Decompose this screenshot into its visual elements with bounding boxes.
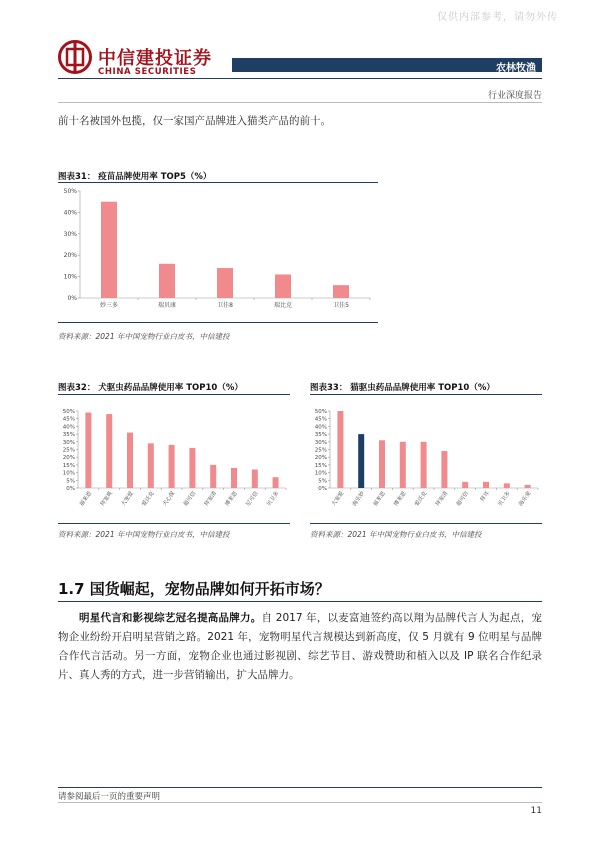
y-tick-label: 40% (63, 209, 77, 217)
company-name-en: CHINA SECURITIES (98, 67, 197, 77)
bar (504, 483, 510, 488)
report-type-divider (58, 102, 542, 103)
section-body-text: 自 2017 年，以麦富迪签约高以翔为品牌代言人为起点，宠物企业纷纷开启明星营销之路。2021 年，宠物明星代言规模达到新高度，仅 5 月就有 9 位明星与品牌合作代言活动。另一方面，宠物企业也通过影视剧、综艺节目、游戏赞助和植入以及 IP 联名合作纪录片、真人秀的方式，进一步营销输出，扩大品牌力。 (58, 612, 542, 681)
section-lead: 明星代言和影视综艺冠名提高品牌力。 (79, 612, 262, 624)
x-tick-label: 犬心保 (162, 490, 177, 508)
y-tick-label: 0% (318, 486, 327, 492)
bar (358, 434, 364, 488)
bar (106, 414, 112, 488)
bar (210, 465, 216, 488)
bar (275, 274, 291, 298)
bar (169, 445, 175, 488)
x-tick-label: 贝卫多 (266, 490, 281, 508)
bar (159, 264, 175, 298)
x-tick-label: 尼可信 (245, 490, 260, 508)
x-tick-label: 超可信 (182, 490, 198, 508)
x-tick-label: 福来恩 (78, 490, 94, 508)
section-divider (58, 601, 542, 602)
y-tick-label: 15% (314, 462, 327, 469)
y-tick-label: 35% (314, 432, 327, 439)
bar (379, 440, 385, 488)
x-tick-label: 拜耳 (479, 490, 491, 504)
y-tick-label: 35% (62, 432, 75, 439)
x-tick-label: 瑞贝康 (157, 302, 177, 309)
bar (273, 477, 279, 488)
figure-32-bottom-rule (58, 523, 290, 524)
y-tick-label: 10% (62, 470, 75, 477)
bar (483, 482, 489, 488)
intro-paragraph: 前十名被国外包揽，仅一家国产品牌进入猫类产品的前十。 (58, 115, 331, 127)
y-tick-label: 10% (63, 273, 77, 281)
bar (85, 413, 91, 488)
y-tick-label: 20% (62, 455, 75, 462)
y-tick-label: 45% (62, 416, 75, 423)
footer-disclaimer: 请参阅最后一页的重要声明 (58, 792, 161, 802)
cat-deworming-chart (310, 404, 542, 520)
sector-banner (232, 58, 542, 72)
dog-deworming-chart (58, 404, 290, 520)
bar (101, 202, 117, 298)
figure-31-bottom-rule (58, 322, 378, 323)
company-name-cn: 中信建投证券 (98, 48, 212, 69)
x-tick-label: 拜宠爽 (99, 490, 115, 508)
watermark: 仅供内部参考，请勿外传 (437, 12, 558, 23)
y-tick-label: 0% (66, 486, 75, 492)
x-tick-label: 大宠爱 (120, 490, 135, 508)
bar (148, 443, 154, 488)
section-body (58, 609, 542, 685)
y-tick-label: 50% (63, 188, 77, 195)
header-divider (58, 78, 542, 79)
y-tick-label: 20% (63, 252, 77, 260)
figure-33-bottom-rule (310, 523, 542, 524)
y-tick-label: 40% (314, 424, 327, 431)
report-type: 行业深度报告 (487, 91, 542, 101)
y-tick-label: 15% (62, 462, 75, 469)
bar (462, 482, 468, 488)
x-tick-label: 瑞比克 (273, 302, 293, 309)
y-tick-label: 30% (314, 439, 327, 446)
y-tick-label: 0% (67, 295, 77, 302)
x-tick-label: 爱沃克 (141, 490, 156, 508)
figure-33-source: 资料来源：2021 年中国宠物行业白皮书，中信建投 (310, 530, 482, 539)
y-tick-label: 5% (318, 478, 327, 485)
section-title: 1.7 国货崛起，宠物品牌如何开拓市场？ (58, 580, 330, 598)
x-tick-label: 超可信 (455, 490, 471, 508)
bar (127, 433, 133, 488)
figure-33-rule (310, 394, 542, 395)
figure-31-source: 资料来源：2021 年中国宠物行业白皮书，中信建投 (58, 332, 230, 341)
bar (252, 470, 258, 488)
x-tick-label: 贝卫多 (497, 490, 512, 508)
bar (400, 442, 406, 488)
x-tick-label: 妙三多 (99, 302, 119, 309)
company-logo-icon (58, 40, 92, 74)
y-tick-label: 30% (62, 439, 75, 446)
y-tick-label: 20% (314, 455, 327, 462)
y-tick-label: 25% (62, 447, 75, 454)
footer-divider-2 (58, 802, 542, 803)
y-tick-label: 5% (66, 478, 75, 485)
y-tick-label: 45% (314, 416, 327, 423)
figure-31-rule (58, 182, 378, 183)
x-tick-label: 拜宠清 (434, 490, 450, 508)
y-tick-label: 40% (62, 424, 75, 431)
figure-31-title: 图表31： 疫苗品牌使用率 TOP5（%） (58, 172, 212, 182)
y-tick-label: 25% (314, 447, 327, 454)
x-tick-label: 拜宠清 (203, 490, 219, 508)
x-tick-label: 福来恩 (372, 490, 387, 508)
x-tick-label: 爱沃克 (414, 490, 429, 508)
figure-32-title: 图表32： 犬驱虫药品品牌使用率 TOP10（%） (58, 383, 243, 393)
bar (333, 285, 349, 298)
bar (421, 442, 427, 488)
bar (231, 468, 237, 488)
x-tick-label: 海乐宠 (518, 490, 533, 508)
x-tick-label: 海乐妙 (351, 490, 367, 508)
y-tick-label: 50% (62, 409, 75, 415)
vaccine-brand-chart (58, 184, 378, 316)
figure-32-rule (58, 394, 290, 395)
footer-divider (58, 787, 542, 788)
x-tick-label: 卫佳5 (333, 302, 349, 309)
figure-32-source: 资料来源：2021 年中国宠物行业白皮书，中信建投 (58, 530, 230, 539)
y-tick-label: 50% (314, 409, 327, 415)
y-tick-label: 30% (63, 230, 77, 238)
bar (337, 411, 343, 488)
y-tick-label: 10% (314, 470, 327, 477)
x-tick-label: 卫佳8 (217, 302, 233, 309)
bar (441, 451, 447, 488)
x-tick-label: 博来恩 (224, 490, 239, 508)
bar (189, 448, 195, 488)
figure-33-title: 图表33： 猫驱虫药品品牌使用率 TOP10（%） (310, 383, 495, 393)
x-tick-label: 博来恩 (393, 490, 408, 508)
bar (525, 485, 531, 488)
x-tick-label: 大宠爱 (330, 490, 346, 508)
sector-label: 农林牧渔 (496, 63, 536, 74)
page-number: 11 (530, 806, 542, 816)
bar (217, 268, 233, 298)
